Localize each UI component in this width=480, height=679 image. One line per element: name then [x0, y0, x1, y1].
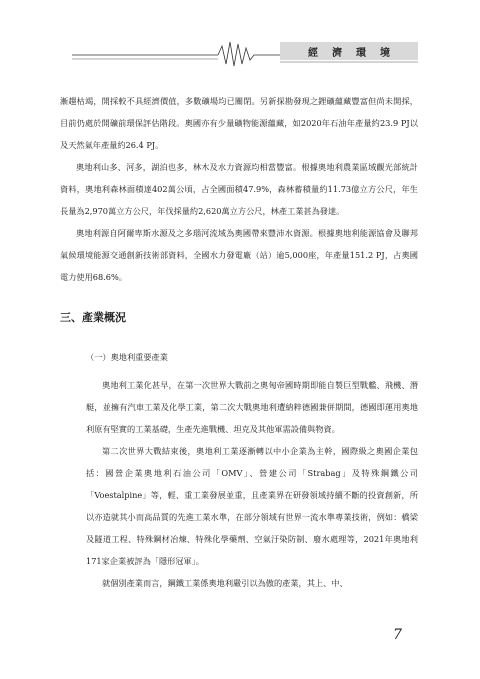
page-number: 7 — [393, 627, 402, 643]
paragraph-hydropower: 奧地利源自阿爾卑斯水源及之多瑙河流域為奧國帶來豐沛水資源。根據奧地利能源協會及聯邦氣候環境能源交通創新技術部資料，全國水力發電廠（站）逾5,000座，年產量151.2 PJ，占奧國電力使用68.6%。 — [60, 228, 418, 282]
industry-text-block — [86, 374, 418, 594]
intro-text-block — [60, 90, 418, 288]
section-heading: 三、產業概況 — [60, 311, 126, 324]
header-section-label: 經濟環境 — [280, 42, 418, 60]
paragraph-postwar-industry: 第二次世界大戰結束後，奧地利工業逐漸轉以中小企業為主幹，國際級之奧國企業包括：國營企業奧地利石油公司「OMV」、營建公司「Strabag」及特殊鋼鐵公司「Voestalpine」等，輕、重工業發展並重，且產業界在研發領域持續不斷的投資創新，所以亦造就其小而高品質的先進工業水準，在部分領域有世界一流水準專業技術，例如：橋梁及隧道工程、特殊鋼材冶煉、特殊化學藥劑、空氣汙染防制、廢水處理等，2021年奧地利171家企業被評為「隱形冠軍」。 — [86, 446, 418, 566]
paragraph-forestry: 奧地利山多、河多，湖泊也多，林木及水力資源均相當豐富。根據奧地利農業區域觀光部統計資料，奧地利森林面積達402萬公頃，占全國面積47.9%，森林蓄積量約11.73億立方公尺，年生長量為2,970萬立方公尺，年伐採量約2,620萬立方公尺，林產工業甚為發達。 — [60, 162, 418, 216]
paragraph-mining: 漸趨枯竭，開採較不具經濟價值，多數礦場均已關閉。另新探勘發現之鋰礦蘊藏豐富但尚未開採，目前仍處於開礦前環保評估階段。奧國亦有少量礦物能源蘊藏，如2020年石油年產量約23.9 PJ以及天然氣年產量約26.4 PJ。 — [60, 96, 418, 150]
paragraph-steel-industry: 就個別產業而言，鋼鐵工業係奧地利嚴引以為傲的產業，其上、中、 — [102, 578, 348, 588]
sub-heading: （一）奧地利重要產業 — [86, 352, 168, 362]
paragraph-industrial-history: 奧地利工業化甚早，在第一次世界大戰前之奧匈帝國時期即能自製巨型戰艦、飛機、潛艇，並擁有汽車工業及化學工業，第二次大戰奧地利遭納粹德國兼併期間，德國即運用奧地利原有堅實的工業基礎，生產先進戰機、坦克及其他軍需設備與物資。 — [86, 380, 418, 434]
